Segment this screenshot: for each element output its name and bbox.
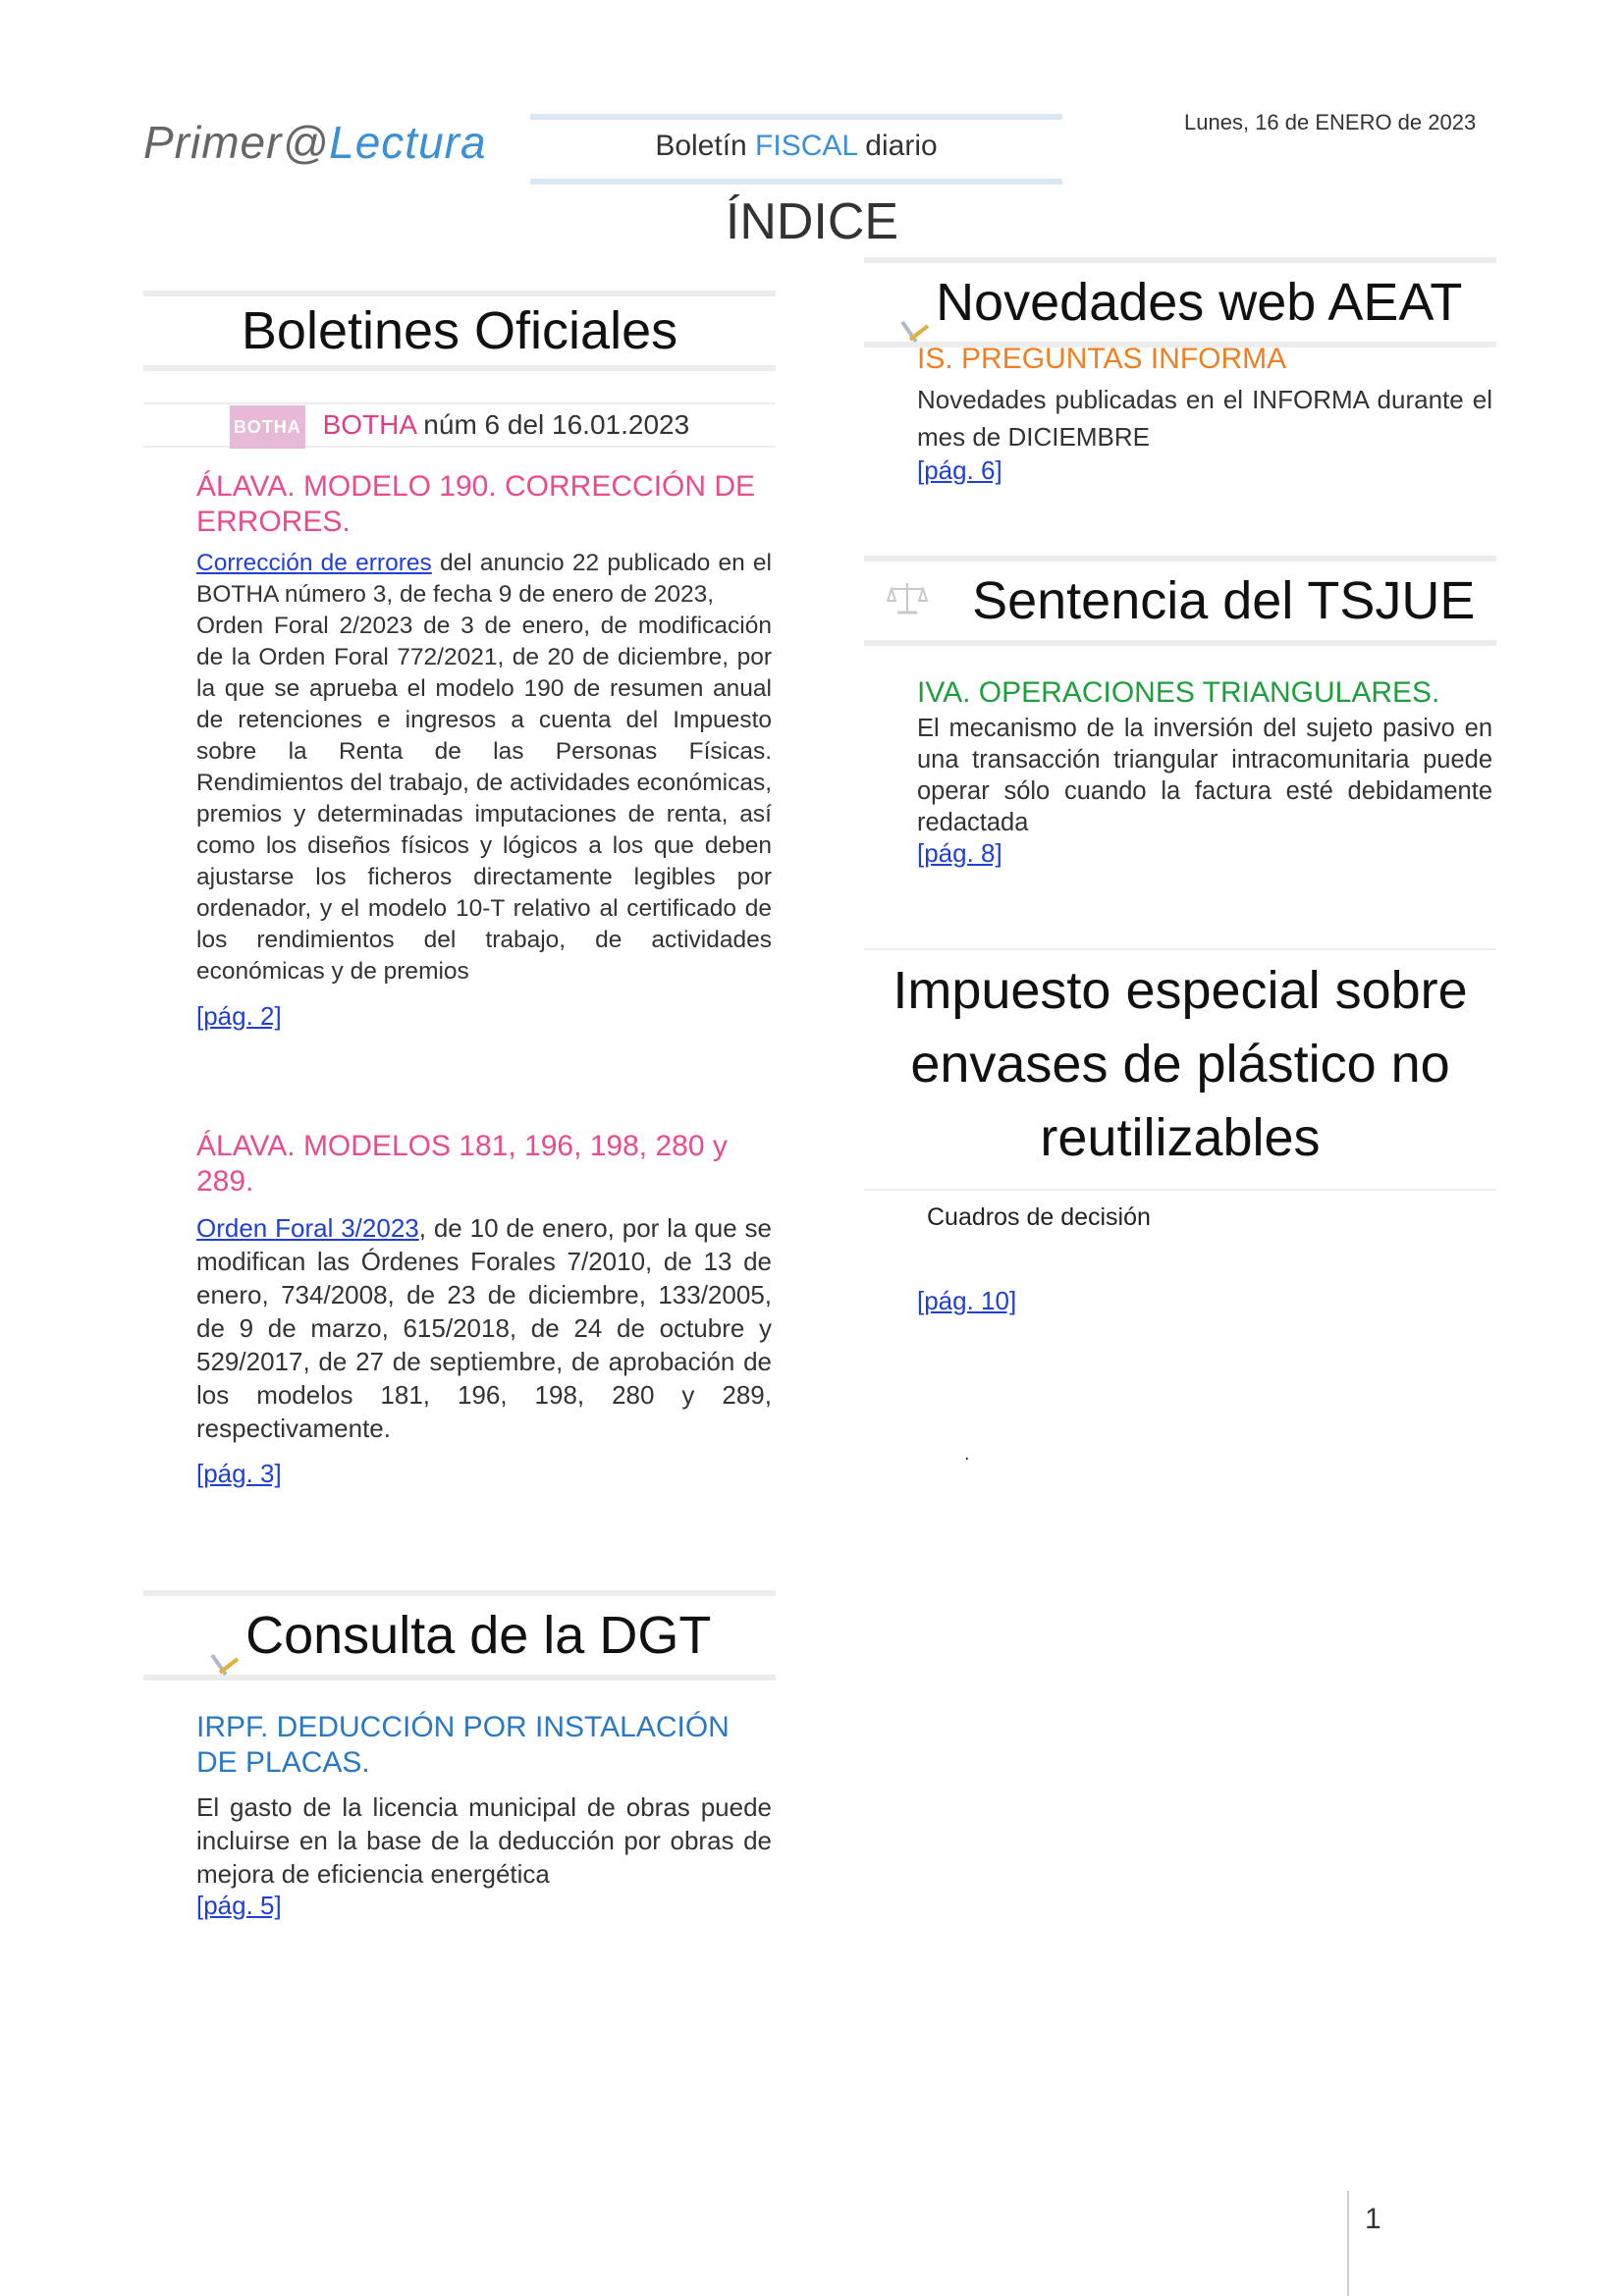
- tsjue-title: Sentencia del TSJUE: [972, 571, 1476, 630]
- page-link-2[interactable]: [pág. 2]: [196, 1001, 282, 1031]
- boletin-item-1-text-a: del anuncio 22 publicado en el BOTHA número 3, de fecha 9 de enero de 2023,: [196, 550, 772, 608]
- dgt-item-text: El gasto de la licencia municipal de obras puede incluirse en la base de la deducción por obras de mejora de eficiencia energética: [196, 1792, 772, 1889]
- dgt-title: Consulta de la DGT: [245, 1606, 712, 1665]
- aeat-item: [917, 342, 1492, 486]
- impuesto-title-line1: Impuesto especial sobre: [893, 961, 1468, 1020]
- boletines-title: Boletines Oficiales: [241, 301, 678, 360]
- aeat-header: [864, 257, 1496, 347]
- boletin-suffix: diario: [856, 130, 938, 162]
- botha-logo: BOTHA: [230, 405, 305, 449]
- aeat-icon: [208, 1635, 242, 1663]
- aeat-item-title: IS. PREGUNTAS INFORMA: [917, 343, 1287, 375]
- page-link-3[interactable]: [pág. 3]: [196, 1459, 282, 1488]
- tsjue-header: [864, 556, 1496, 646]
- correccion-errores-link[interactable]: Corrección de errores: [196, 550, 432, 576]
- impuesto-header: [864, 948, 1496, 1191]
- botha-source-row: [143, 402, 776, 448]
- page-link-5[interactable]: [pág. 5]: [196, 1891, 282, 1920]
- boletines-header: [143, 291, 776, 371]
- stray-dot: .: [964, 1443, 970, 1465]
- page-link-6[interactable]: [pág. 6]: [917, 455, 1002, 485]
- page-link-10[interactable]: [pág. 10]: [917, 1286, 1017, 1315]
- boletin-item-2-body: [196, 1211, 772, 1445]
- boletin-fiscal: FISCAL: [755, 130, 857, 162]
- boletin-item-1: [196, 469, 772, 1032]
- logo-lectura: Lectura: [329, 117, 487, 168]
- impuesto-title-line2: envases de plástico no: [910, 1035, 1450, 1094]
- impuesto-title-line3: reutilizables: [1040, 1108, 1321, 1167]
- impuesto-subtitle: Cuadros de decisión: [927, 1203, 1151, 1231]
- aeat-title: Novedades web AEAT: [936, 273, 1463, 332]
- dgt-item: [196, 1710, 772, 1921]
- orden-foral-link[interactable]: Orden Foral 3/2023: [196, 1213, 419, 1243]
- index-title: ÍNDICE: [725, 193, 899, 250]
- page-link-8[interactable]: [pág. 8]: [917, 838, 1002, 868]
- botha-source-rest: núm 6 del 16.01.2023: [415, 409, 690, 440]
- scales-icon: [886, 575, 929, 654]
- boletin-item-1-title: ÁLAVA. MODELO 190. CORRECCIÓN DE ERRORES.: [196, 470, 756, 538]
- botha-source-name: BOTHA: [322, 409, 416, 440]
- logo-primer: Primer@: [143, 117, 330, 168]
- boletin-item-1-body: [196, 548, 772, 611]
- tsjue-item: [917, 675, 1492, 869]
- page-number: 1: [1365, 2203, 1381, 2235]
- tsjue-item-text: El mecanismo de la inversión del sujeto pasivo en una transacción triangular intracomunitaria puede operar sólo cuando la factura esté debidamente redactada: [917, 715, 1492, 836]
- boletin-banner: [530, 114, 1062, 185]
- boletin-prefix: Boletín: [655, 130, 756, 162]
- boletin-item-1-text-b: Orden Foral 2/2023 de 3 de enero, de modificación de la Orden Foral 772/2021, de 20 de diciembre, por la que se aprueba el modelo 190 de resumen anual de retenciones e ingresos a cuenta del Impuesto sobre la Renta de las Personas Físicas. Rendimientos del trabajo, de actividades económicas, premios y determinadas imputaciones de renta, así como los diseños físicos y lógicos a los que deben ajustarse los ficheros directamente legibles por ordenador, y el modelo 10-T relativo al certificado de los rendimientos del trabajo, de actividades económicas y de premios: [196, 613, 772, 985]
- boletin-item-2-text: , de 10 de enero, por la que se modifican las Órdenes Forales 7/2010, de 13 de enero, 734/2008, de 23 de diciembre, 133/2005, de 9 de marzo, 615/2018, de 24 de octubre y 529/2017, de 27 de septiembre, de aprobación de los modelos 181, 196, 198, 280 y 289, respectivamente.: [196, 1213, 772, 1443]
- logo: [143, 116, 487, 169]
- dgt-header: [143, 1590, 776, 1681]
- dgt-item-title: IRPF. DEDUCCIÓN POR INSTALACIÓN DE PLACAS.: [196, 1711, 730, 1779]
- boletin-item-2-title: ÁLAVA. MODELOS 181, 196, 198, 280 y 289.: [196, 1130, 728, 1198]
- issue-date: Lunes, 16 de ENERO de 2023: [1184, 110, 1477, 134]
- boletin-item-2: [196, 1129, 772, 1489]
- aeat-icon: [898, 302, 932, 330]
- tsjue-item-title: IVA. OPERACIONES TRIANGULARES.: [917, 676, 1440, 709]
- footer-divider: [1347, 2191, 1349, 2296]
- aeat-item-text: Novedades publicadas en el INFORMA durante el mes de DICIEMBRE: [917, 385, 1492, 452]
- boletin-title: [530, 120, 1062, 173]
